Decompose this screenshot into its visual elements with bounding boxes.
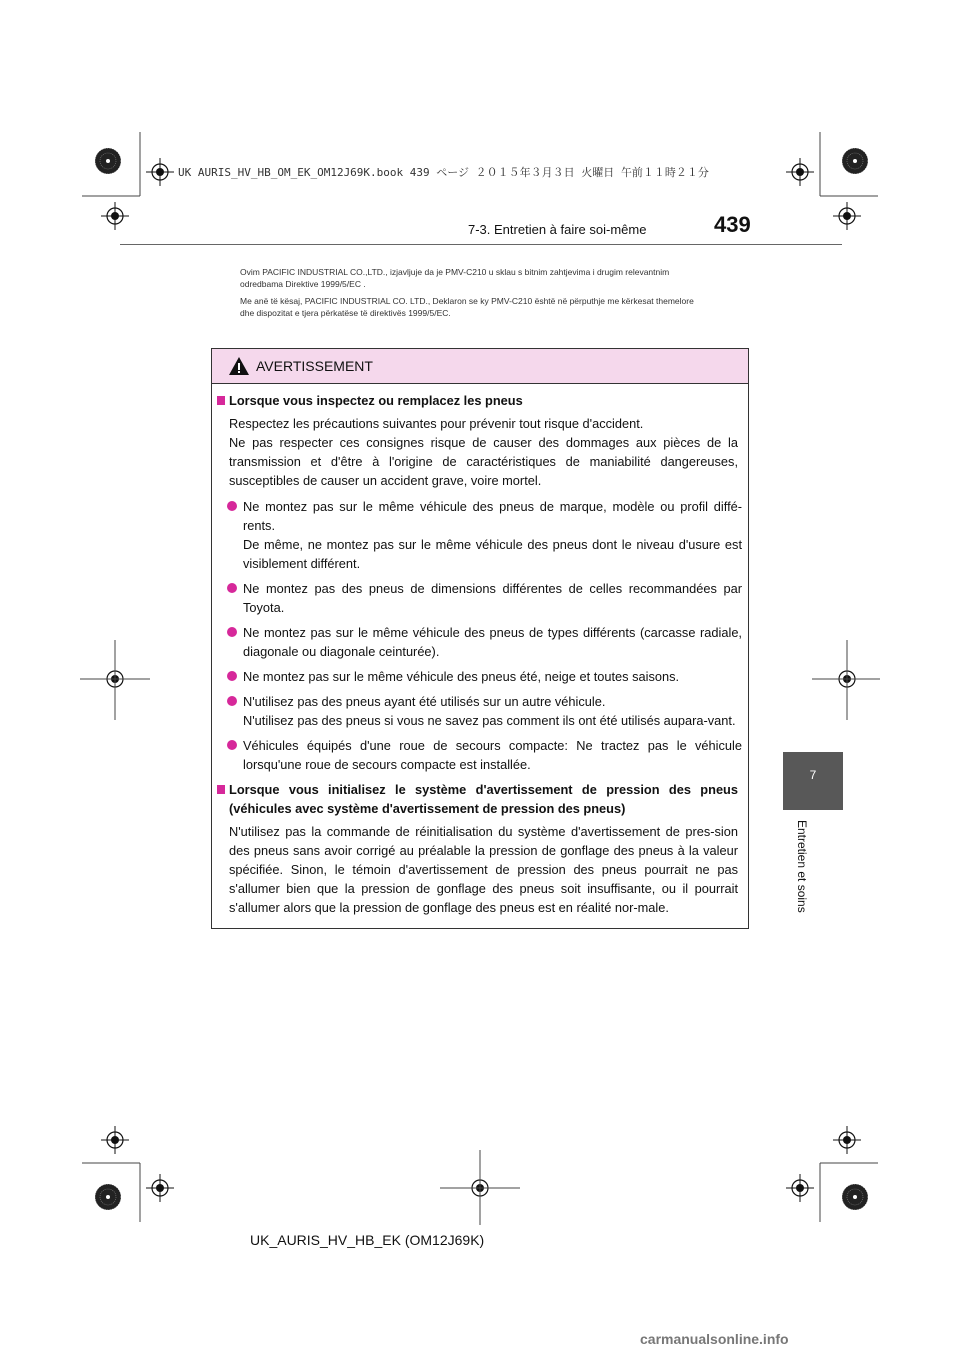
chapter-label xyxy=(795,820,811,930)
list-item: Ne montez pas sur le même véhicule des pneus de types différents (carcasse radiale, diagonale ou diagonale ceinturée). xyxy=(243,623,742,661)
section1-intro: Respectez les précautions suivantes pour prévenir tout risque d'accident. xyxy=(229,416,644,431)
section-title: 7-3. Entretien à faire soi-même xyxy=(468,222,647,237)
warning-triangle-icon xyxy=(228,356,250,376)
round-bullet-icon xyxy=(227,696,237,706)
footer-model-code: UK_AURIS_HV_HB_EK (OM12J69K) xyxy=(250,1232,485,1248)
legal-declarations xyxy=(240,266,710,324)
list-item: N'utilisez pas des pneus ayant été utilisés sur un autre véhicule. N'utilisez pas des pneus si vous ne savez pas comment ils ont été utilisés aupara-vant. xyxy=(243,692,742,730)
section1-intro2: Ne pas respecter ces consignes risque de causer des dommages aux pièces de la transmission et d'être à l'origine de caractéristiques de maniabilité dangereuses, susceptibles de causer un accident grave, voire mortel. xyxy=(229,435,738,488)
round-bullet-icon xyxy=(227,740,237,750)
list-item: Ne montez pas sur le même véhicule des pneus été, neige et toutes saisons. xyxy=(243,667,742,686)
list-item: Véhicules équipés d'une roue de secours compacte: Ne tractez pas le véhicule lorsqu'une roue de secours compacte est installée. xyxy=(243,736,742,774)
list-item: Ne montez pas des pneus de dimensions différentes de celles recommandées par Toyota. xyxy=(243,579,742,617)
round-bullet-icon xyxy=(227,671,237,681)
section1-heading: Lorsque vous inspectez ou remplacez les pneus xyxy=(212,391,738,410)
print-header: UK AURIS_HV_HB_OM_EK_OM12J69K.book 439 ページ ２０１５年３月３日 火曜日 午前１１時２１分 xyxy=(178,166,709,179)
header-rule xyxy=(120,244,842,245)
round-bullet-icon xyxy=(227,501,237,511)
list-item: Ne montez pas sur le même véhicule des pneus de marque, modèle ou profil diffé-rents. De même, ne montez pas sur le même véhicule des pneus dont le niveau d'usure est visiblement différent. xyxy=(243,497,742,573)
square-bullet-icon xyxy=(217,396,225,405)
chapter-number: 7 xyxy=(809,768,817,782)
section2-heading: Lorsque vous initialisez le système d'avertissement de pression des pneus (véhicules avec système d'avertissement de pression des pneus) xyxy=(212,780,738,818)
square-bullet-icon xyxy=(217,785,225,794)
round-bullet-icon xyxy=(227,583,237,593)
warning-body xyxy=(212,389,748,922)
warning-header xyxy=(212,349,748,384)
section2-body: N'utilisez pas la commande de réinitialisation du système d'avertissement de pres-sion des pneus sans avoir corrigé au préalable la pression de gonflage des pneus à la valeur spécifiée. Sinon, le témoin d'avertissement de pression des pneus pourrait ne pas s'allumer bien que la pression de gonflage des pneus soit insuffisante, ou il pourrait s'allumer alors que la pression de gonflage des pneus est en réalité nor-male. xyxy=(229,824,738,915)
chapter-label-text: Entretien et soins xyxy=(795,820,809,913)
round-bullet-icon xyxy=(227,627,237,637)
watermark: carmanualsonline.info xyxy=(640,1331,789,1347)
page-number: 439 xyxy=(714,212,751,237)
warning-title: AVERTISSEMENT xyxy=(256,358,373,374)
legal-albanian: Me anë të kësaj, PACIFIC INDUSTRIAL CO. LTD., Deklaron se ky PMV-C210 është në përputhje me kërkesat themelore dhe dispozitat e tjera përkatëse të direktivës 1999/5/EC. xyxy=(240,296,694,318)
warning-box xyxy=(211,348,749,929)
legal-croatian: Ovim PACIFIC INDUSTRIAL CO.,LTD., izjavljuje da je PMV-C210 u sklau s bitnim zahtjevima i drugim relevantnim odredbama Direktive 1999/5/EC . xyxy=(240,267,670,289)
